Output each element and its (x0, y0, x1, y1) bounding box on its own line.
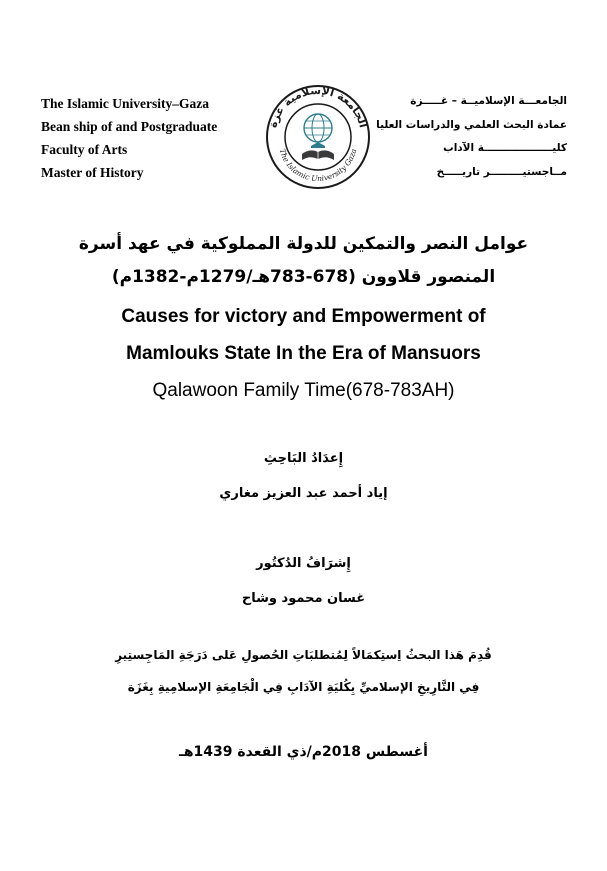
thesis-title-en (0, 298, 607, 409)
seal-ring-text-ar: الجامعة الإسلامية غزة (266, 84, 370, 130)
faculty-name-ar: كليـــــــــــــــــــة الآداب (443, 142, 567, 154)
supervisor-name: غسان محمود وشاح (241, 591, 366, 606)
deanship-name-en: Bean ship of and Postgraduate (41, 119, 218, 134)
university-seal-logo (265, 84, 371, 190)
thesis-title-en-line3: Qalawoon Family Time(678-783AH) (152, 380, 455, 401)
university-name-en: The Islamic University–Gaza (41, 96, 209, 111)
supervisor-label: إِشرَافُ الدُكتُور (256, 556, 351, 571)
program-name-ar: مــاجستيـــــــــر تاريـــــخ (436, 165, 567, 178)
thesis-title-en-line2: Mamlouks State In the Era of Mansuors (126, 343, 481, 364)
seal-book-icon (302, 150, 334, 160)
university-header-en (41, 92, 217, 184)
submission-date: أغسطس 2018م/ذي القعدة 1439هـ (179, 744, 428, 760)
seal-ring-text-en: The Islamic University Gaza (277, 147, 359, 184)
thesis-title-ar-line2: المنصور قلاوون (678-783هـ/1279م-1382م) (111, 267, 496, 287)
submission-statement-line2: فِي التَّارِيخِ الإسلاميِّ بِكُليَةِ الآدَابِ فِي الْجَامِعَةِ الإسلامِيةِ بِغَزَة (127, 680, 480, 694)
thesis-title-ar (0, 228, 607, 294)
university-name-ar: الجامعـــة الإسلاميــة – غـــــزة (410, 95, 567, 107)
submission-statement-line1: قُدِمَ هَذا البحثُ اِستِكمَالاً لِمُتطلبَاتِ الحُصولِ عَلى دَرَجَةِ المَاجِستِيرِ (115, 648, 492, 662)
seal-building-icon (311, 142, 325, 148)
svg-text:الجامعة الإسلامية غزة (266, 84, 370, 129)
thesis-title-ar-line1: عوامل النصر والتمكين للدولة المملوكية في عهد أسرة (78, 234, 529, 254)
deanship-name-ar: عمادة البحث العلمي والدراسات العليا (376, 118, 567, 131)
seal-globe-icon (304, 114, 332, 142)
program-name-en: Master of History (41, 165, 144, 180)
university-header-ar (376, 90, 567, 184)
researcher-name: إياد أحمد عبد العزيز مغاري (219, 486, 388, 501)
thesis-title-en-line1: Causes for victory and Empowerment of (121, 306, 486, 327)
faculty-name-en: Faculty of Arts (41, 142, 128, 157)
prepared-by-label: إِعدَادُ البَاحِثِ (263, 451, 344, 466)
